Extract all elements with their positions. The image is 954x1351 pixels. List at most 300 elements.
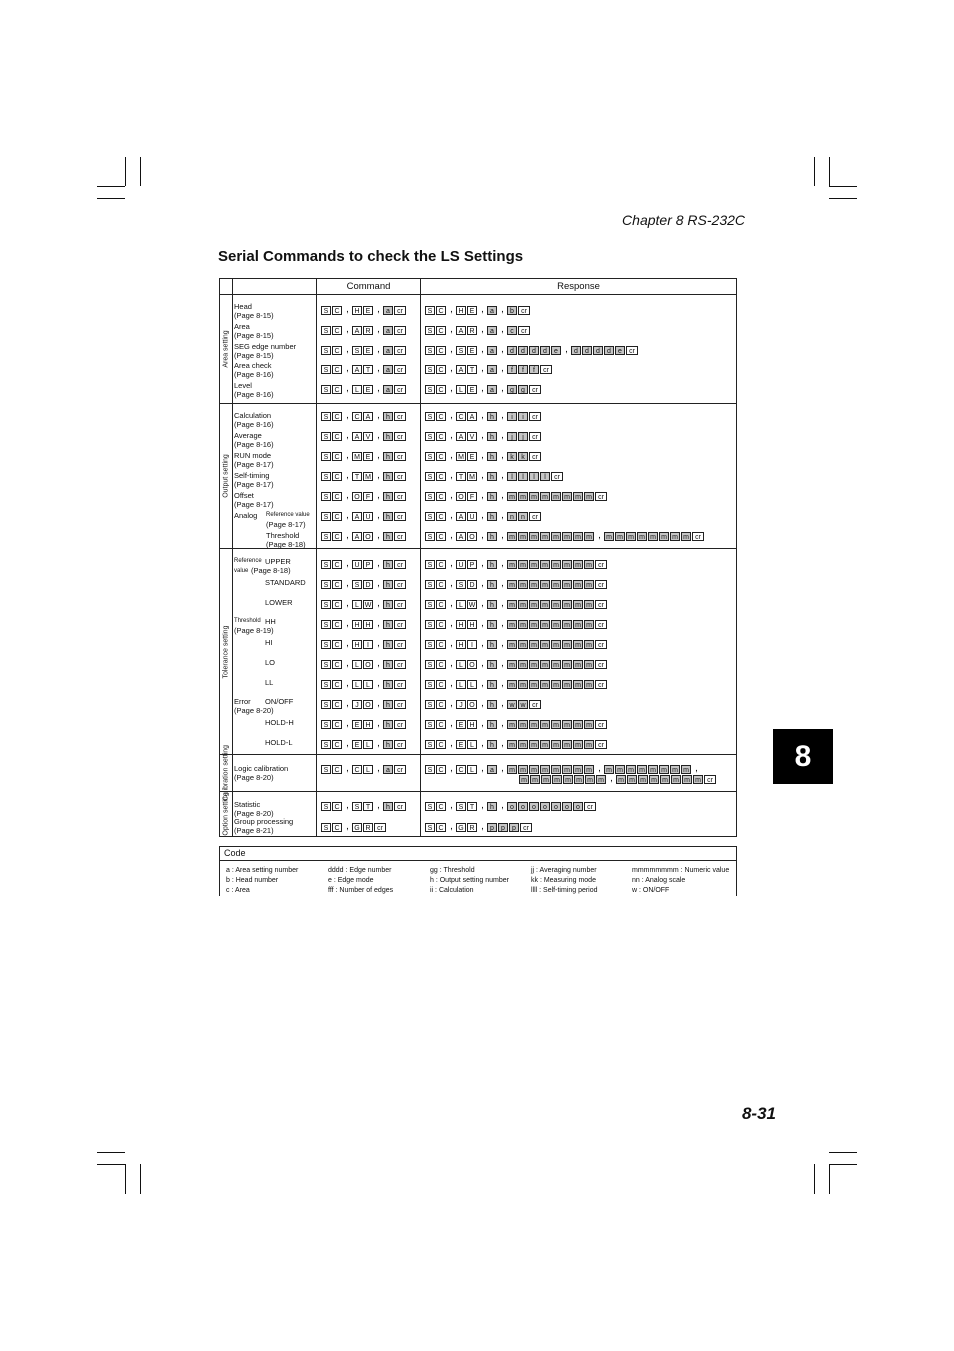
separator-comma: , <box>377 581 380 588</box>
section-label-cell <box>220 295 233 404</box>
code-legend <box>219 846 737 896</box>
separator-comma: , <box>481 601 484 608</box>
code-legend-column <box>226 866 298 896</box>
code-legend-entry: fff : Number of edges <box>328 887 394 894</box>
character-cell: F <box>363 492 373 501</box>
character-cell: C <box>332 660 342 669</box>
separator-comma: , <box>377 721 380 728</box>
character-cell: m <box>562 640 572 649</box>
separator-comma: , <box>346 581 349 588</box>
character-cell: w <box>507 700 517 709</box>
character-cell: I <box>363 640 373 649</box>
setting-label: (Page 8-20) <box>234 809 274 818</box>
character-cell: m <box>507 492 517 501</box>
character-cell: k <box>518 452 528 461</box>
character-cell: V <box>467 432 477 441</box>
setting-label: (Page 8-17) <box>234 500 274 509</box>
carriage-return-cell: cr <box>394 385 406 394</box>
separator-comma: , <box>346 327 349 334</box>
separator-comma: , <box>481 824 484 831</box>
character-cell: R <box>467 823 477 832</box>
character-cell: m <box>541 775 551 784</box>
character-cell: m <box>626 532 636 541</box>
character-cell: C <box>332 560 342 569</box>
character-cell: S <box>456 802 466 811</box>
character-cell: C <box>332 385 342 394</box>
character-cell: h <box>383 680 393 689</box>
character-cell: h <box>487 560 497 569</box>
char-sequence <box>321 385 407 394</box>
character-cell: m <box>518 720 528 729</box>
carriage-return-cell: cr <box>626 346 638 355</box>
character-cell: h <box>383 802 393 811</box>
separator-comma: , <box>450 741 453 748</box>
crop-mark <box>140 1164 141 1194</box>
character-cell: C <box>332 765 342 774</box>
character-cell: h <box>383 492 393 501</box>
section-row <box>220 295 737 404</box>
character-cell: S <box>425 532 435 541</box>
character-cell: H <box>352 620 362 629</box>
character-cell: L <box>363 740 373 749</box>
character-cell: A <box>352 365 362 374</box>
char-sequence <box>321 680 407 689</box>
character-cell: S <box>321 532 331 541</box>
character-cell: g <box>518 385 528 394</box>
character-cell: m <box>529 580 539 589</box>
carriage-return-cell: cr <box>394 640 406 649</box>
character-cell: S <box>425 560 435 569</box>
character-cell: S <box>425 365 435 374</box>
separator-comma: , <box>481 327 484 334</box>
character-cell: p <box>509 823 519 832</box>
char-sequence <box>321 306 407 315</box>
separator-comma: , <box>377 661 380 668</box>
character-cell: m <box>507 580 517 589</box>
separator-comma: , <box>450 493 453 500</box>
character-cell: m <box>562 765 572 774</box>
separator-comma: , <box>450 766 453 773</box>
character-cell: m <box>671 775 681 784</box>
character-cell: L <box>456 660 466 669</box>
character-cell: L <box>363 680 373 689</box>
crop-mark <box>140 157 141 186</box>
separator-comma: , <box>346 366 349 373</box>
char-sequence <box>321 740 407 749</box>
character-cell: S <box>352 346 362 355</box>
character-cell: m <box>507 640 517 649</box>
separator-comma: , <box>501 473 504 480</box>
character-cell: S <box>321 765 331 774</box>
character-cell: T <box>363 802 373 811</box>
setting-label: SEG edge number <box>234 342 297 351</box>
character-cell: m <box>507 532 517 541</box>
char-sequence <box>425 765 701 774</box>
character-cell: L <box>456 385 466 394</box>
separator-comma: , <box>346 561 349 568</box>
setting-label: Reference value <box>266 512 310 518</box>
carriage-return-cell: cr <box>595 660 607 669</box>
carriage-return-cell: cr <box>394 765 406 774</box>
separator-comma: , <box>481 453 484 460</box>
setting-label-cell <box>233 549 317 755</box>
character-cell: o <box>540 802 550 811</box>
character-cell: a <box>487 765 497 774</box>
separator-comma: , <box>377 327 380 334</box>
setting-label: (Page 8-16) <box>234 370 274 379</box>
character-cell: S <box>321 326 331 335</box>
character-cell: a <box>487 326 497 335</box>
response-cell <box>421 755 737 792</box>
setting-label: (Page 8-20) <box>234 706 274 715</box>
character-cell: h <box>487 412 497 421</box>
character-cell: E <box>352 740 362 749</box>
character-cell: m <box>616 775 626 784</box>
separator-comma: , <box>377 386 380 393</box>
character-cell: S <box>425 492 435 501</box>
setting-label: Threshold <box>266 531 300 540</box>
separator-comma: , <box>450 721 453 728</box>
character-cell: f <box>529 365 539 374</box>
separator-comma: , <box>377 803 380 810</box>
character-cell: m <box>649 775 659 784</box>
char-sequence <box>321 452 407 461</box>
separator-comma: , <box>501 386 504 393</box>
character-cell: C <box>436 640 446 649</box>
separator-comma: , <box>346 473 349 480</box>
separator-comma: , <box>377 741 380 748</box>
character-cell: A <box>456 532 466 541</box>
separator-comma: , <box>481 366 484 373</box>
crop-mark <box>814 157 815 186</box>
character-cell: E <box>467 306 477 315</box>
character-cell: m <box>573 720 583 729</box>
char-sequence <box>321 580 407 589</box>
code-legend-entry: kk : Measuring mode <box>531 877 596 884</box>
character-cell: F <box>467 492 477 501</box>
character-cell: m <box>529 492 539 501</box>
carriage-return-cell: cr <box>394 432 406 441</box>
character-cell: h <box>383 720 393 729</box>
carriage-return-cell: cr <box>704 775 716 784</box>
separator-comma: , <box>501 327 504 334</box>
character-cell: C <box>436 680 446 689</box>
character-cell: E <box>456 740 466 749</box>
response-cell <box>421 792 737 837</box>
character-cell: m <box>573 620 583 629</box>
separator-comma: , <box>481 721 484 728</box>
separator-comma: , <box>610 776 613 783</box>
carriage-return-cell: cr <box>394 560 406 569</box>
separator-comma: , <box>481 803 484 810</box>
character-cell: m <box>584 720 594 729</box>
character-cell: S <box>321 346 331 355</box>
character-cell: E <box>456 720 466 729</box>
character-cell: m <box>540 740 550 749</box>
character-cell: h <box>383 740 393 749</box>
character-cell: L <box>456 600 466 609</box>
character-cell: L <box>467 680 477 689</box>
character-cell: d <box>571 346 581 355</box>
section-label: Calibration setting <box>222 744 230 802</box>
character-cell: f <box>507 365 517 374</box>
character-cell: h <box>487 700 497 709</box>
character-cell: S <box>321 740 331 749</box>
char-sequence <box>425 326 531 335</box>
character-cell: S <box>352 802 362 811</box>
char-sequence <box>425 432 542 441</box>
page-number: 8-31 <box>741 1104 776 1123</box>
separator-comma: , <box>346 601 349 608</box>
setting-label-cell <box>233 404 317 549</box>
separator-comma: , <box>501 307 504 314</box>
character-cell: m <box>562 720 572 729</box>
character-cell: O <box>363 532 373 541</box>
character-cell: S <box>425 452 435 461</box>
character-cell: C <box>436 452 446 461</box>
character-cell: C <box>456 765 466 774</box>
character-cell: C <box>436 412 446 421</box>
char-sequence <box>321 802 407 811</box>
character-cell: m <box>507 560 517 569</box>
carriage-return-cell: cr <box>394 660 406 669</box>
character-cell: m <box>551 580 561 589</box>
character-cell: h <box>383 432 393 441</box>
separator-comma: , <box>481 581 484 588</box>
character-cell: P <box>467 560 477 569</box>
separator-comma: , <box>481 681 484 688</box>
character-cell: h <box>487 620 497 629</box>
char-sequence <box>321 326 407 335</box>
char-sequence <box>425 580 608 589</box>
character-cell: m <box>573 680 583 689</box>
character-cell: m <box>615 765 625 774</box>
character-cell: U <box>467 512 477 521</box>
character-cell: h <box>487 532 497 541</box>
section-label: Area setting <box>222 330 230 368</box>
character-cell: p <box>487 823 497 832</box>
character-cell: C <box>332 700 342 709</box>
setting-label-cell <box>233 792 317 837</box>
carriage-return-cell: cr <box>518 306 530 315</box>
separator-comma: , <box>481 701 484 708</box>
character-cell: S <box>425 512 435 521</box>
setting-label: Logic calibration <box>234 764 289 773</box>
char-sequence <box>321 492 407 501</box>
character-cell: C <box>332 452 342 461</box>
separator-comma: , <box>501 581 504 588</box>
character-cell: d <box>529 346 539 355</box>
char-sequence <box>425 600 608 609</box>
character-cell: j <box>507 432 517 441</box>
setting-label: LOWER <box>265 598 293 607</box>
character-cell: A <box>352 512 362 521</box>
setting-label: (Page 8-15) <box>234 351 274 360</box>
carriage-return-cell: cr <box>394 600 406 609</box>
character-cell: h <box>383 600 393 609</box>
separator-comma: , <box>346 493 349 500</box>
separator-comma: , <box>346 641 349 648</box>
character-cell: S <box>425 346 435 355</box>
code-legend-entry: b : Head number <box>226 877 279 884</box>
char-sequence <box>321 412 407 421</box>
character-cell: O <box>467 700 477 709</box>
character-cell: L <box>352 680 362 689</box>
section-row <box>220 755 737 792</box>
character-cell: S <box>321 560 331 569</box>
section-row <box>220 549 737 755</box>
character-cell: L <box>456 680 466 689</box>
character-cell: m <box>682 775 692 784</box>
character-cell: C <box>332 432 342 441</box>
character-cell: m <box>604 765 614 774</box>
character-cell: m <box>530 775 540 784</box>
character-cell: m <box>670 532 680 541</box>
character-cell: m <box>529 532 539 541</box>
character-cell: m <box>518 580 528 589</box>
character-cell: m <box>562 740 572 749</box>
character-cell: S <box>425 802 435 811</box>
separator-comma: , <box>501 741 504 748</box>
command-cell <box>317 549 421 755</box>
setting-label: (Page 8-15) <box>234 331 274 340</box>
setting-label: HOLD-H <box>265 718 294 727</box>
character-cell: o <box>507 802 517 811</box>
char-sequence <box>425 823 533 832</box>
character-cell: C <box>436 560 446 569</box>
character-cell: C <box>436 823 446 832</box>
character-cell: o <box>529 802 539 811</box>
section-label-cell <box>220 549 233 755</box>
character-cell: S <box>425 740 435 749</box>
character-cell: C <box>436 740 446 749</box>
character-cell: e <box>615 346 625 355</box>
crop-mark <box>97 186 125 187</box>
separator-comma: , <box>346 513 349 520</box>
separator-comma: , <box>450 473 453 480</box>
character-cell: o <box>562 802 572 811</box>
separator-comma: , <box>481 741 484 748</box>
char-sequence <box>425 346 639 355</box>
character-cell: C <box>332 492 342 501</box>
section-label-cell <box>220 404 233 549</box>
character-cell: S <box>456 580 466 589</box>
carriage-return-cell: cr <box>394 452 406 461</box>
character-cell: E <box>363 306 373 315</box>
character-cell: S <box>321 432 331 441</box>
separator-comma: , <box>450 681 453 688</box>
char-sequence <box>425 385 542 394</box>
setting-label: RUN mode <box>234 451 272 460</box>
separator-comma: , <box>501 661 504 668</box>
character-cell: A <box>467 412 477 421</box>
character-cell: l <box>529 472 539 481</box>
character-cell: C <box>436 802 446 811</box>
character-cell: h <box>487 512 497 521</box>
code-legend-entry: nn : Analog scale <box>632 877 686 884</box>
character-cell: A <box>352 326 362 335</box>
separator-comma: , <box>481 307 484 314</box>
character-cell: O <box>352 492 362 501</box>
response-cell <box>421 549 737 755</box>
separator-comma: , <box>346 701 349 708</box>
command-cell <box>317 295 421 404</box>
character-cell: m <box>670 765 680 774</box>
character-cell: a <box>487 385 497 394</box>
character-cell: M <box>456 452 466 461</box>
separator-comma: , <box>501 641 504 648</box>
character-cell: A <box>363 412 373 421</box>
character-cell: h <box>487 452 497 461</box>
separator-comma: , <box>346 766 349 773</box>
character-cell: S <box>321 512 331 521</box>
character-cell: S <box>425 306 435 315</box>
character-cell: C <box>436 472 446 481</box>
character-cell: H <box>467 720 477 729</box>
character-cell: a <box>487 306 497 315</box>
setting-label: Group processing <box>234 817 294 826</box>
code-legend-column <box>632 866 729 896</box>
separator-comma: , <box>450 803 453 810</box>
command-cell <box>317 404 421 549</box>
character-cell: J <box>352 700 362 709</box>
code-legend-entry: a : Area setting number <box>226 867 299 874</box>
character-cell: C <box>436 620 446 629</box>
setting-label: Area check <box>234 361 272 370</box>
character-cell: C <box>436 492 446 501</box>
separator-comma: , <box>481 347 484 354</box>
separator-comma: , <box>450 641 453 648</box>
character-cell: m <box>519 775 529 784</box>
character-cell: C <box>436 765 446 774</box>
character-cell: l <box>540 472 550 481</box>
character-cell: E <box>363 452 373 461</box>
character-cell: S <box>456 346 466 355</box>
table-header-row <box>220 279 737 295</box>
chapter-heading: Chapter 8 RS-232C <box>622 212 745 228</box>
character-cell: m <box>518 765 528 774</box>
character-cell: E <box>467 385 477 394</box>
character-cell: m <box>529 765 539 774</box>
separator-comma: , <box>501 533 504 540</box>
character-cell: C <box>332 326 342 335</box>
character-cell: m <box>551 492 561 501</box>
carriage-return-cell: cr <box>595 580 607 589</box>
section-row <box>220 792 737 837</box>
character-cell: A <box>456 365 466 374</box>
code-legend-entry: c : Area <box>226 887 250 894</box>
code-legend-column <box>531 866 598 896</box>
separator-comma: , <box>450 413 453 420</box>
carriage-return-cell: cr <box>595 640 607 649</box>
character-cell: C <box>436 700 446 709</box>
carriage-return-cell: cr <box>551 472 563 481</box>
separator-comma: , <box>501 621 504 628</box>
character-cell: m <box>637 532 647 541</box>
separator-comma: , <box>346 433 349 440</box>
character-cell: m <box>507 765 517 774</box>
separator-comma: , <box>346 721 349 728</box>
character-cell: A <box>352 432 362 441</box>
separator-comma: , <box>501 453 504 460</box>
separator-comma: , <box>346 386 349 393</box>
character-cell: H <box>456 306 466 315</box>
character-cell: d <box>518 346 528 355</box>
character-cell: m <box>540 492 550 501</box>
character-cell: m <box>562 532 572 541</box>
separator-comma: , <box>377 681 380 688</box>
character-cell: h <box>383 532 393 541</box>
